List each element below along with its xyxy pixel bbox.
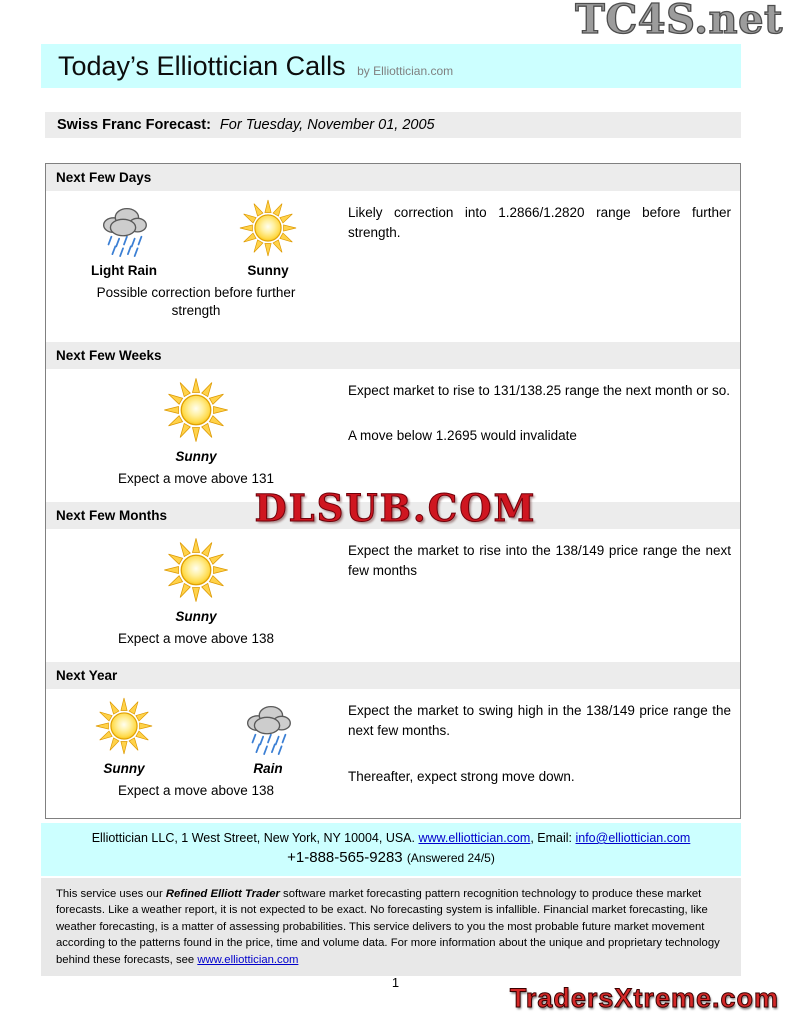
forecast-label: Swiss Franc Forecast: <box>57 117 211 133</box>
forecast-date: For Tuesday, November 01, 2005 <box>219 117 435 133</box>
forecast-text <box>346 529 740 662</box>
weather-item <box>209 695 327 776</box>
company-address: Elliottician LLC, 1 West Street, New York, NY 10004, USA. <box>91 831 419 845</box>
weather-item <box>209 197 327 278</box>
page-byline: by Elliottician.com <box>357 64 454 78</box>
section-next-few-weeks <box>46 342 740 502</box>
forecast-paragraph: Thereafter, expect strong move down. <box>348 768 575 784</box>
rain-cloud-icon <box>231 695 305 757</box>
weather-label: Light Rain <box>91 263 157 278</box>
weather-label: Sunny <box>175 609 217 624</box>
phone-note: (Answered 24/5) <box>406 851 495 865</box>
weather-caption: Expect a move above 138 <box>117 631 275 646</box>
section-body <box>46 689 740 816</box>
section-body <box>46 191 740 342</box>
section-body <box>46 529 740 662</box>
weather-label: Rain <box>253 761 283 776</box>
forecast-text <box>346 689 740 816</box>
website-link[interactable]: www.elliottician.com <box>418 831 531 845</box>
weather-caption: Expect a move above 131 <box>117 471 275 486</box>
tc4s-watermark: TC4S.net <box>575 0 783 43</box>
forecast-paragraph: A move below 1.2695 would invalidate <box>348 428 577 444</box>
disclaimer-text: This service uses our <box>56 888 166 900</box>
phone-number: +1-888-565-9283 <box>287 849 403 866</box>
section-title: Next Few Weeks <box>46 342 740 369</box>
tradersxtreme-watermark: TradersXtreme.com <box>509 983 779 1013</box>
disclaimer-text: software market forecasting pattern recognition technology to produce these market forecasts. Like a weather report, it is not expected to be exact. No forecasting system is infallible. Financial market forecasting, like weather forecasting, is a matter of assessing probabilities. This service delivers to you the most probable future market movement according to the patterns found in the price, time and volume data. For more information about the unique and proprietary technology behind these forecasts, see <box>56 888 720 966</box>
forecast-paragraph: Likely correction into 1.2866/1.2820 range before further strength. <box>348 205 731 241</box>
header-bar <box>41 44 741 88</box>
weather-item <box>137 375 255 464</box>
forecast-title-bar <box>45 112 741 138</box>
weather-label: Sunny <box>103 761 145 776</box>
page-title: Today’s Elliottician Calls <box>58 51 346 81</box>
dlsub-watermark: DLSUB.COM <box>254 486 537 530</box>
contact-footer <box>41 823 741 876</box>
forecast-paragraph: Expect the market to rise into the 138/149 price range the next few months <box>348 543 731 579</box>
icons-row <box>65 695 327 776</box>
weather-label: Sunny <box>175 449 217 464</box>
icons-row <box>137 535 255 624</box>
weather-item <box>65 695 183 776</box>
section-title: Next Few Days <box>46 164 740 191</box>
disclaimer <box>41 878 741 976</box>
disclaimer-website-link[interactable]: www.elliottician.com <box>197 953 299 966</box>
icons-row <box>65 197 327 278</box>
forecast-paragraph: Expect market to rise to 131/138.25 range the next month or so. <box>348 383 730 398</box>
weather-item <box>65 197 183 278</box>
weather-panel <box>46 529 346 662</box>
weather-item <box>137 535 255 624</box>
section-next-few-days <box>46 164 740 342</box>
sun-icon <box>161 535 231 605</box>
phone-line <box>41 849 741 866</box>
weather-caption: Expect a move above 138 <box>117 783 275 798</box>
email-separator: , Email: <box>530 831 576 845</box>
section-title: Next Year <box>46 662 740 689</box>
email-link[interactable]: info@elliottician.com <box>575 831 691 845</box>
page-number: 1 <box>391 975 400 990</box>
sun-icon <box>231 197 305 259</box>
rain-cloud-icon <box>87 197 161 259</box>
address-line <box>41 831 741 845</box>
icons-row <box>137 375 255 464</box>
weather-panel <box>46 689 346 816</box>
weather-label: Sunny <box>247 263 289 278</box>
product-name: Refined Elliott Trader <box>165 888 280 900</box>
weather-panel <box>46 191 346 342</box>
sun-icon <box>87 695 161 757</box>
forecast-text <box>346 369 740 502</box>
sun-icon <box>161 375 231 445</box>
section-title: Next Few Months <box>46 502 740 529</box>
forecast-paragraph: Expect the market to swing high in the 138/149 price range the next few months. <box>348 703 731 739</box>
section-body <box>46 369 740 502</box>
weather-caption: Possible correction before further strength <box>96 285 296 318</box>
weather-panel <box>46 369 346 502</box>
section-next-year <box>46 662 740 816</box>
forecast-text <box>346 191 740 342</box>
